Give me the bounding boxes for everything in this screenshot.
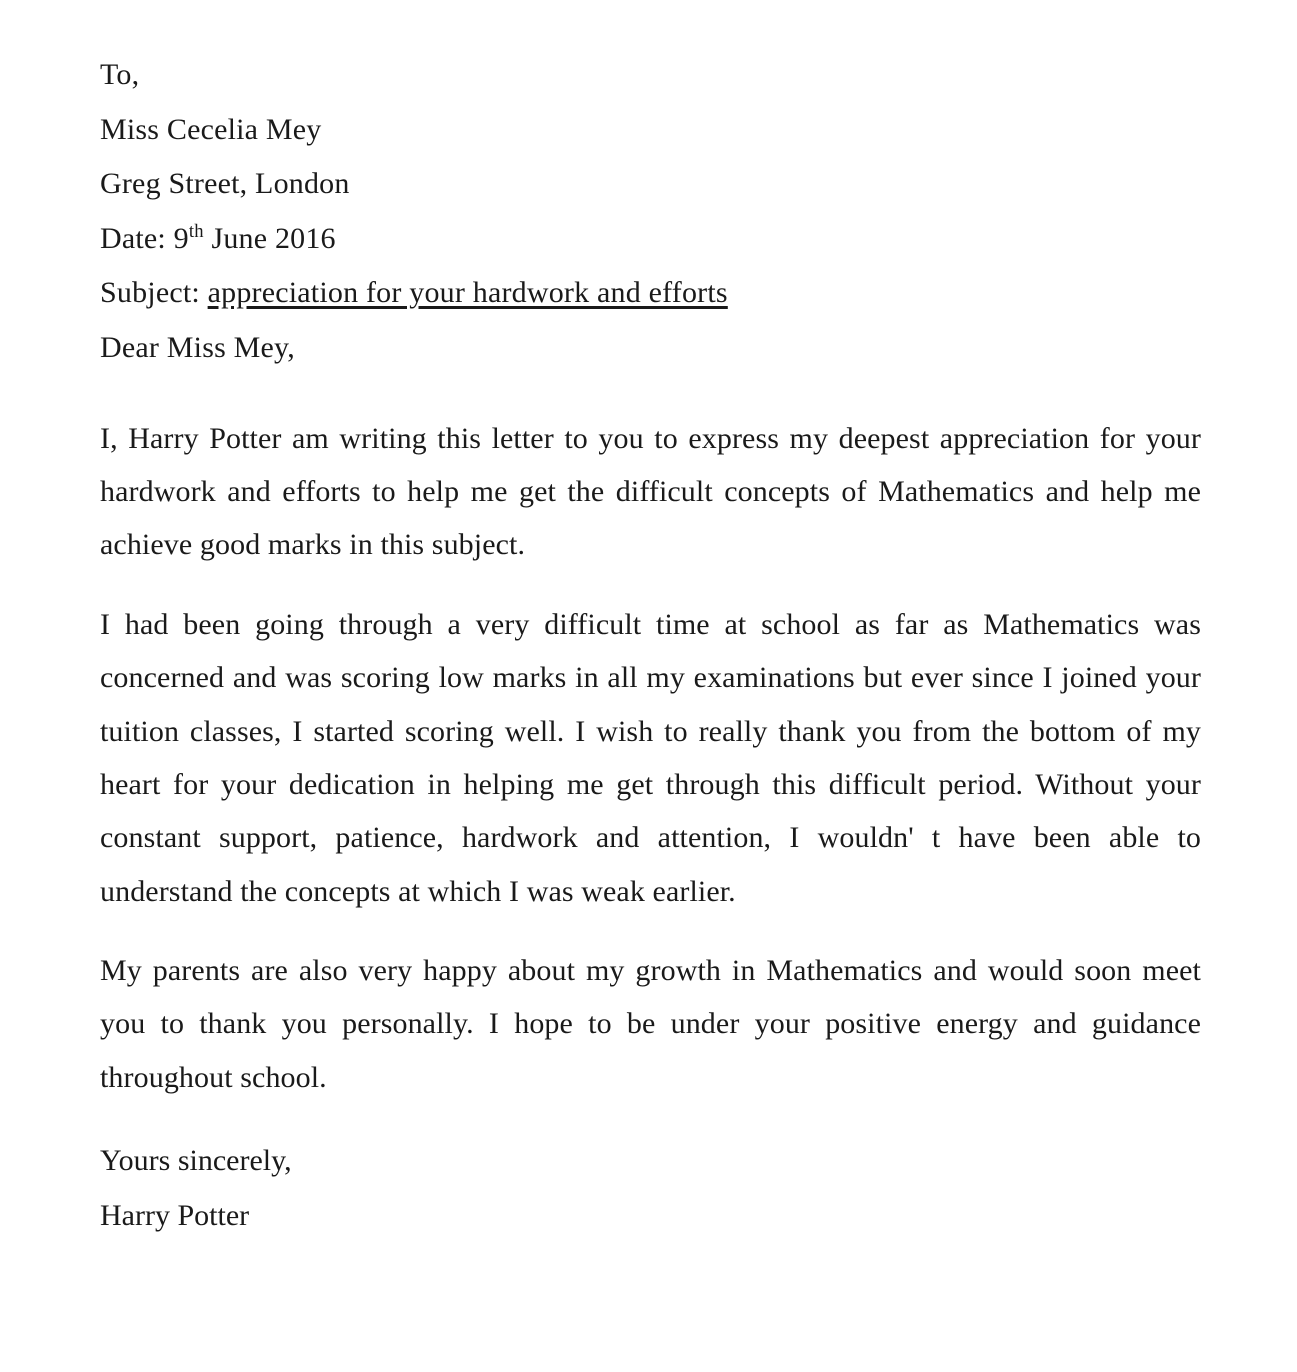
sign-off: Yours sincerely,	[100, 1144, 292, 1178]
letter-date	[100, 212, 1201, 267]
date-month-year: June 2016	[211, 221, 336, 255]
subject-text: appreciation for your hardwork and efforts	[207, 276, 728, 310]
letter-closing	[100, 1134, 1201, 1243]
recipient-address: Greg Street, London	[100, 167, 350, 201]
recipient-name: Miss Cecelia Mey	[100, 112, 322, 146]
date-label: Date:	[100, 221, 166, 255]
letter-header	[100, 48, 1201, 376]
date-ordinal-suffix: th	[188, 220, 204, 242]
salutation: Dear Miss Mey,	[100, 330, 295, 364]
paragraph-2: I had been going through a very difficult time at school as far as Mathematics was concerned and was scoring low marks in all my examinations but ever since I joined your tuition classes, I started scoring well. I wish to really thank you from the bottom of my heart for your dedication in helping me get through this difficult period. Without your constant support, patience, hardwork and attention, I wouldn' t have been able to understand the concepts at which I was weak earlier.	[100, 607, 1201, 908]
subject-label: Subject:	[100, 276, 200, 310]
sender-name: Harry Potter	[100, 1198, 250, 1232]
paragraph-3: My parents are also very happy about my growth in Mathematics and would soon meet you to thank you personally. I hope to be under your positive energy and guidance throughout school.	[100, 954, 1201, 1094]
to-label: To,	[100, 58, 140, 91]
letter-subject	[100, 266, 1201, 321]
letter-body	[100, 412, 1201, 1105]
paragraph-1: I, Harry Potter am writing this letter to you to express my deepest appreciation for your hardwork and efforts to help me get the difficult concepts of Mathematics and help me achieve good marks in this subject.	[100, 421, 1201, 562]
date-day: 9	[173, 221, 189, 255]
